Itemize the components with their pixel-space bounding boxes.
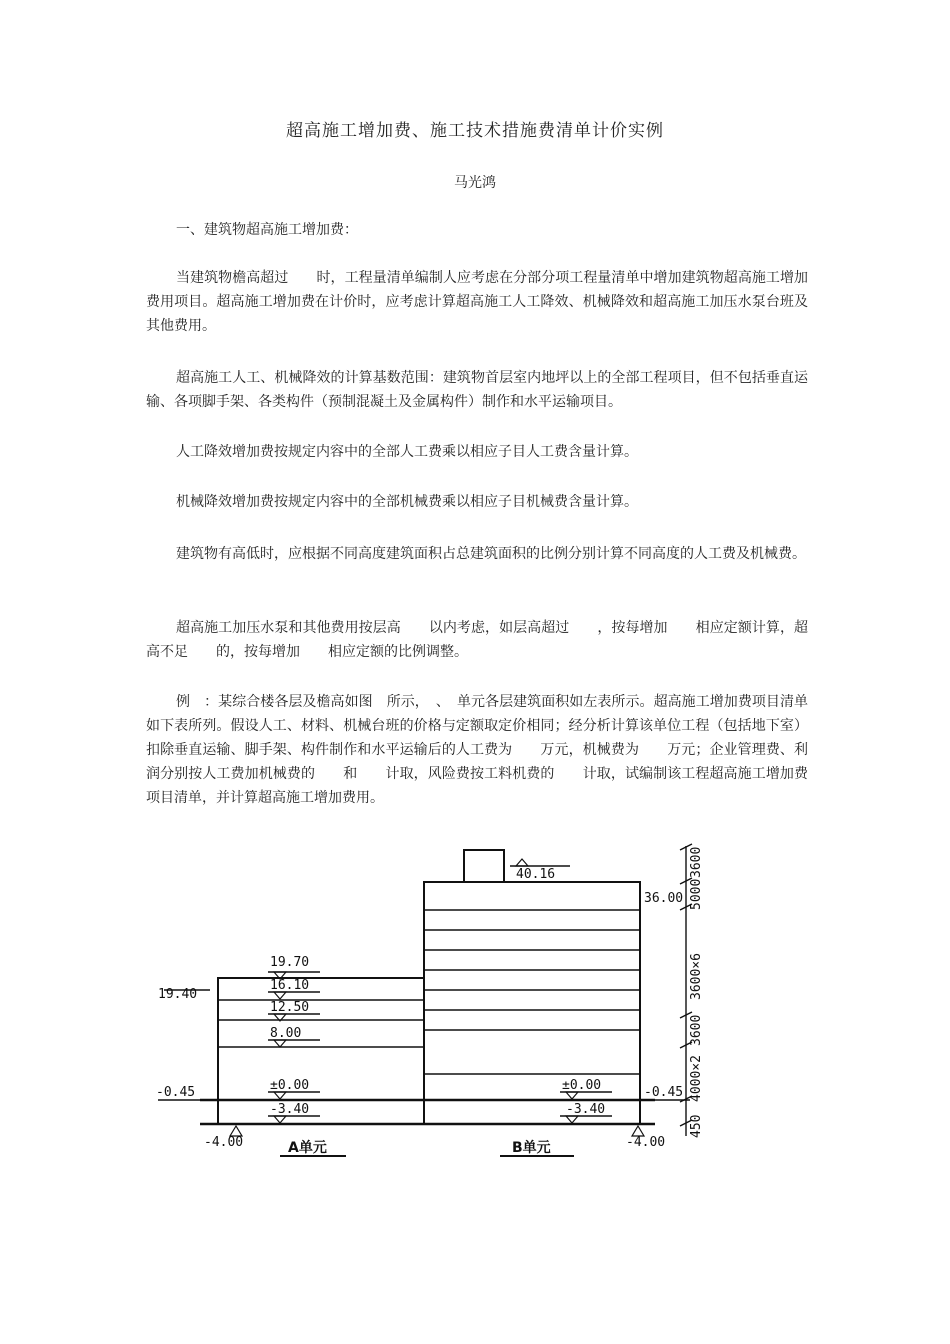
dimension-label: 4000×2: [689, 1055, 704, 1102]
paragraph-3: 人工降效增加费按规定内容中的全部人工费乘以相应子目人工费含量计算。: [176, 444, 638, 460]
a-basement-level: -3.40: [270, 1102, 310, 1117]
a-roof-level: 19.40: [158, 987, 198, 1002]
section-heading: 一、建筑物超高施工增加费：: [176, 222, 358, 238]
page-title: 超高施工增加费、施工技术措施费清单计价实例: [286, 121, 664, 141]
b-foundation-level: -4.00: [626, 1135, 666, 1150]
dimension-label: 5000: [689, 878, 704, 910]
a-level-label: 16.10: [270, 978, 310, 993]
a-foundation-level: -4.00: [204, 1135, 244, 1150]
b-basement-level: -3.40: [566, 1102, 606, 1117]
paragraph-4: 机械降效增加费按规定内容中的全部机械费乘以相应子目机械费含量计算。: [176, 494, 638, 510]
unit-a-label: A单元: [288, 1140, 327, 1156]
paragraph-2: 超高施工人工、机械降效的计算基数范围：建筑物首层室内地坪以上的全部工程项目，但不包括垂直运输、各项脚手架、各类构件（预制混凝土及金属构件）制作和水平运输项目。: [146, 370, 808, 410]
b-outdoor-level: -0.45: [644, 1085, 684, 1100]
b-ground-level: ±0.00: [562, 1078, 602, 1093]
paragraph-7: 例 ：某综合楼各层及檐高如图 所示， 、 单元各层建筑面积如左表所示。超高施工增加费项目清单如下表所列。假设人工、材料、机械台班的价格与定额取定价相同；经分析计算该单位工程（包括地下室）扣除垂直运输、脚手架、构件制作和水平运输后的人工费为 万元，机械费为 万元；企业管理费、利润分别按人工费加机械费的 和 计取，风险费按工料机费的 计取，试编制该工程超高施工增加费项目清单，并计算超高施工增加费用。: [146, 694, 808, 806]
paragraph-1: 当建筑物檐高超过 时，工程量清单编制人应考虑在分部分项工程量清单中增加建筑物超高施工增加费用项目。超高施工增加费在计价时，应考虑计算超高施工人工降效、机械降效和超高施工加压水泵台班及其他费用。: [146, 270, 808, 334]
paragraph-5: 建筑物有高低时，应根据不同高度建筑面积占总建筑面积的比例分别计算不同高度的人工费及机械费。: [176, 546, 806, 562]
b-roof-level: 36.00: [644, 891, 684, 906]
dimension-label: 3600×6: [689, 953, 704, 1000]
dimension-label: 3600: [689, 846, 704, 878]
a-level-label: 12.50: [270, 1000, 310, 1015]
building-section-drawing: [150, 836, 710, 1166]
a-level-label: 8.00: [270, 1026, 302, 1041]
dimension-label: 3600: [689, 1014, 704, 1046]
unit-b-label: B单元: [512, 1140, 551, 1156]
a-top-level: 19.70: [270, 955, 310, 970]
paragraph-6: 超高施工加压水泵和其他费用按层高 以内考虑，如层高超过 ，按每增加 相应定额计算，超高不足 的，按每增加 相应定额的比例调整。: [146, 620, 808, 660]
dimension-label: 450: [689, 1114, 704, 1138]
author-name: 马光鸿: [454, 175, 496, 191]
a-ground-level: ±0.00: [270, 1078, 310, 1093]
a-outdoor-level: -0.45: [156, 1085, 196, 1100]
rooftop-structure: [464, 850, 504, 882]
b-unit-outline: [424, 882, 640, 1124]
b-top-level: 40.16: [516, 867, 556, 882]
